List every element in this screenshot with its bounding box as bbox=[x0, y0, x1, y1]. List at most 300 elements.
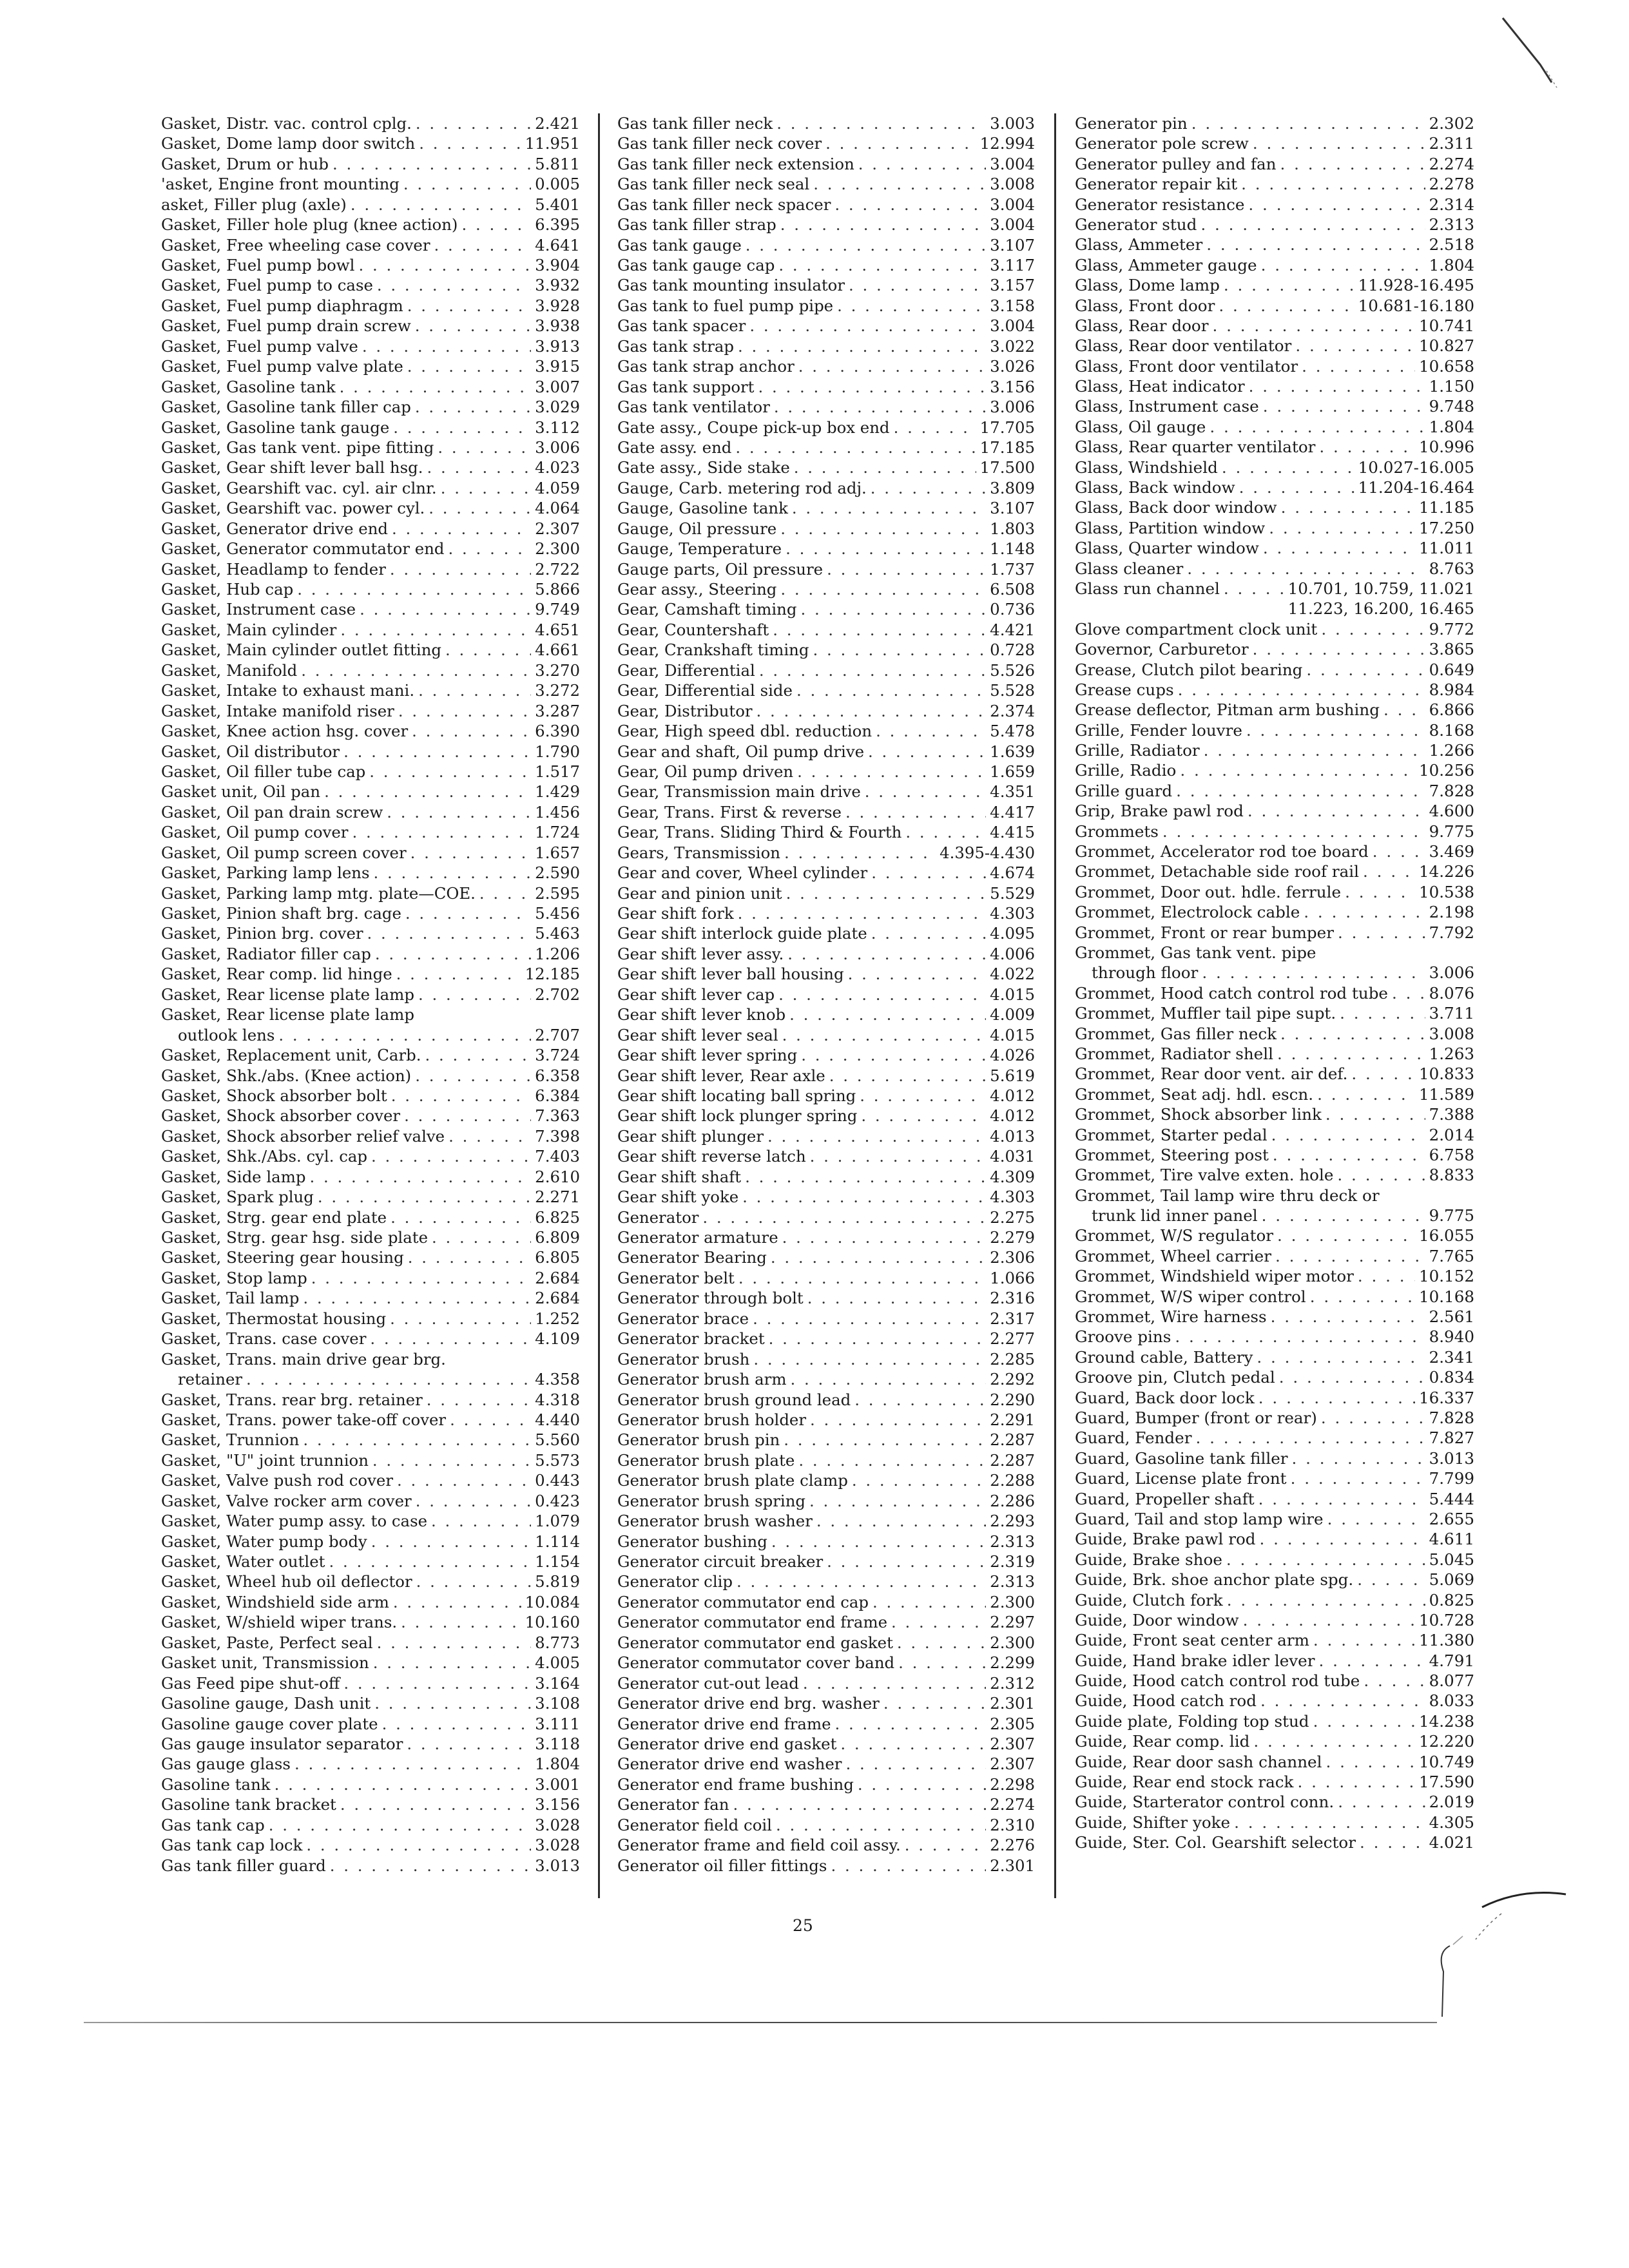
entry-part-number: 3.112 bbox=[535, 418, 580, 437]
dot-leader bbox=[1180, 761, 1415, 781]
entry-part-number: 10.027-16.005 bbox=[1358, 457, 1474, 477]
entry-name: Gear shift fork bbox=[617, 904, 734, 923]
entry-part-number: 2.298 bbox=[990, 1774, 1035, 1794]
entry-name: Glass, Dome lamp bbox=[1075, 276, 1220, 295]
entry-part-number: 2.279 bbox=[990, 1228, 1035, 1247]
index-entry bbox=[1075, 1044, 1474, 1064]
entry-part-number: 2.276 bbox=[990, 1836, 1035, 1855]
entry-name: Guide, Rear comp. lid bbox=[1075, 1732, 1250, 1751]
entry-part-number: 8.168 bbox=[1429, 720, 1474, 740]
index-entry bbox=[617, 1470, 1035, 1490]
entry-part-number: 7.827 bbox=[1429, 1428, 1474, 1448]
index-entry bbox=[1075, 538, 1474, 558]
dot-leader bbox=[837, 296, 986, 316]
index-entry bbox=[617, 1612, 1035, 1632]
entry-part-number: 12.994 bbox=[979, 134, 1035, 153]
entry-part-number: 5.528 bbox=[990, 681, 1035, 700]
dot-leader bbox=[774, 397, 986, 417]
entry-name: through floor bbox=[1092, 963, 1199, 983]
dot-leader bbox=[778, 985, 986, 1004]
entry-name: Glass, Instrument case bbox=[1075, 397, 1259, 416]
dot-leader bbox=[1345, 882, 1415, 902]
index-entry bbox=[161, 174, 580, 194]
entry-part-number: 5.560 bbox=[535, 1430, 580, 1450]
dot-leader bbox=[311, 1268, 531, 1288]
dot-leader bbox=[810, 1410, 986, 1430]
entry-name: Gasket, Gearshift vac. cyl. air clnr. bbox=[161, 478, 437, 497]
index-entry bbox=[161, 1612, 580, 1632]
entry-name: Gas tank filler neck bbox=[617, 113, 773, 133]
dot-leader bbox=[1162, 822, 1425, 841]
entry-name: Gasket, Fuel pump bowl bbox=[161, 256, 355, 275]
entry-name: Generator fan bbox=[617, 1795, 729, 1814]
index-entry bbox=[161, 316, 580, 336]
dot-leader bbox=[391, 1086, 531, 1106]
dot-leader bbox=[418, 985, 531, 1004]
entry-name: Generator brush ground lead bbox=[617, 1390, 851, 1409]
index-entry bbox=[161, 1673, 580, 1693]
entry-part-number: 17.705 bbox=[979, 418, 1035, 437]
dot-leader bbox=[1358, 1266, 1415, 1286]
entry-name: Glass, Front door ventilator bbox=[1075, 356, 1298, 376]
dot-leader bbox=[883, 1693, 986, 1713]
entry-part-number: 4.006 bbox=[990, 944, 1035, 963]
dot-leader bbox=[1258, 1388, 1415, 1408]
entry-name: Glass, Ammeter bbox=[1075, 235, 1203, 255]
dot-leader bbox=[769, 1329, 987, 1349]
entry-name: Grille, Radio bbox=[1075, 761, 1177, 780]
entry-part-number: 3.938 bbox=[535, 316, 580, 336]
entry-name: Gear, Differential bbox=[617, 660, 755, 680]
index-entry bbox=[161, 903, 580, 923]
dot-leader bbox=[771, 1248, 986, 1268]
dot-leader bbox=[352, 822, 531, 842]
entry-name: Gasket, Gasoline tank gauge bbox=[161, 418, 390, 437]
entry-part-number: 2.707 bbox=[535, 1025, 580, 1044]
index-entry bbox=[617, 944, 1035, 964]
entry-name: Generator through bolt bbox=[617, 1289, 804, 1308]
entry-part-number: 6.395 bbox=[535, 215, 580, 235]
entry-part-number: 0.825 bbox=[1429, 1590, 1474, 1610]
entry-name: Gasket, "U" joint trunnion bbox=[161, 1450, 369, 1470]
dot-leader bbox=[780, 519, 986, 539]
dot-leader bbox=[784, 1430, 986, 1450]
dot-leader bbox=[1212, 316, 1414, 336]
index-entry bbox=[617, 1511, 1035, 1531]
index-entry bbox=[161, 1470, 580, 1490]
entry-part-number: 2.316 bbox=[990, 1289, 1035, 1308]
dot-leader bbox=[1260, 1691, 1425, 1711]
dot-leader bbox=[860, 1086, 986, 1106]
entry-name: Gear, High speed dbl. reduction bbox=[617, 722, 872, 741]
dot-leader bbox=[1297, 1772, 1414, 1792]
entry-part-number: 1.456 bbox=[535, 802, 580, 822]
entry-part-number: 3.008 bbox=[1429, 1024, 1474, 1043]
dot-leader bbox=[1351, 1064, 1415, 1084]
dot-leader bbox=[786, 883, 987, 903]
entry-part-number: 2.300 bbox=[990, 1592, 1035, 1611]
dot-leader bbox=[1280, 1024, 1425, 1044]
index-entry bbox=[1075, 1367, 1474, 1387]
entry-part-number: 17.500 bbox=[979, 458, 1035, 477]
entry-name: Generator brush spring bbox=[617, 1491, 806, 1510]
index-entry bbox=[1075, 1772, 1474, 1792]
index-entry bbox=[1075, 113, 1474, 133]
entry-name: Gasket, Trans. rear brg. retainer bbox=[161, 1390, 423, 1409]
index-entry bbox=[617, 1532, 1035, 1552]
index-entry bbox=[617, 1248, 1035, 1268]
dot-leader bbox=[390, 1309, 531, 1329]
entry-name: Grommet, Tail lamp wire thru deck or bbox=[1075, 1186, 1380, 1205]
entry-name: Gasoline tank bbox=[161, 1774, 271, 1794]
entry-name: Gasket unit, Transmission bbox=[161, 1653, 369, 1673]
entry-part-number: 3.915 bbox=[535, 357, 580, 376]
dot-leader bbox=[371, 1532, 531, 1552]
index-entry bbox=[1075, 1448, 1474, 1468]
entry-part-number: 2.198 bbox=[1429, 903, 1474, 922]
column-divider-2 bbox=[1054, 113, 1056, 1898]
index-entry bbox=[1075, 963, 1474, 983]
entry-name: Guide, Clutch fork bbox=[1075, 1590, 1223, 1610]
entry-name: Generator frame and field coil assy. bbox=[617, 1836, 901, 1855]
index-entry bbox=[161, 1106, 580, 1126]
index-entry bbox=[1075, 497, 1474, 517]
index-entry bbox=[161, 1187, 580, 1207]
entry-part-number: 5.619 bbox=[990, 1066, 1035, 1085]
dot-leader bbox=[1234, 1812, 1425, 1832]
index-entry bbox=[617, 1491, 1035, 1511]
entry-name: Generator bbox=[617, 1207, 699, 1227]
entry-part-number: 10.152 bbox=[1418, 1267, 1474, 1286]
dot-leader bbox=[461, 215, 531, 235]
entry-part-number: 0.736 bbox=[990, 600, 1035, 619]
index-entry bbox=[161, 235, 580, 255]
entry-part-number: 1.790 bbox=[535, 742, 580, 761]
entry-part-number: 4.651 bbox=[535, 620, 580, 639]
dot-leader bbox=[1249, 376, 1425, 396]
index-entry bbox=[1075, 1327, 1474, 1347]
index-entry bbox=[617, 822, 1035, 842]
entry-name: Gear, Transmission main drive bbox=[617, 782, 861, 802]
entry-name: outlook lens bbox=[178, 1025, 275, 1044]
dot-leader bbox=[1239, 477, 1354, 497]
dot-leader bbox=[1260, 1529, 1425, 1549]
index-entry bbox=[617, 195, 1035, 215]
entry-part-number: 5.045 bbox=[1429, 1550, 1474, 1569]
index-entry bbox=[617, 174, 1035, 194]
entry-name: Gauge, Oil pressure bbox=[617, 519, 777, 538]
entry-part-number: 10.168 bbox=[1418, 1287, 1474, 1306]
entry-name: Gasket, Shock absorber relief valve bbox=[161, 1126, 445, 1146]
entry-part-number: 12.220 bbox=[1418, 1732, 1474, 1751]
index-entry bbox=[1075, 336, 1474, 356]
entry-part-number: 4.641 bbox=[535, 235, 580, 255]
index-entry bbox=[617, 721, 1035, 741]
entry-part-number: 4.303 bbox=[990, 1187, 1035, 1207]
index-entry bbox=[161, 336, 580, 356]
index-entry bbox=[161, 600, 580, 620]
entry-name: Gasket, Shock absorber cover bbox=[161, 1106, 401, 1126]
entry-part-number: 2.307 bbox=[535, 519, 580, 538]
index-entry bbox=[1075, 1610, 1474, 1630]
index-entry bbox=[617, 296, 1035, 316]
dot-leader bbox=[1373, 841, 1425, 861]
entry-name: Guide, Brake pawl rod bbox=[1075, 1530, 1256, 1549]
entry-name: Guide, Front seat center arm bbox=[1075, 1631, 1309, 1650]
entry-name: Grommet, Muffler tail pipe supt. bbox=[1075, 1004, 1336, 1023]
entry-part-number: 4.015 bbox=[990, 1025, 1035, 1044]
entry-part-number: 3.107 bbox=[990, 235, 1035, 255]
entry-name: Generator brush plate clamp bbox=[617, 1471, 848, 1490]
dot-leader bbox=[1204, 740, 1425, 760]
entry-name: Gasket, Stop lamp bbox=[161, 1268, 307, 1287]
dot-leader bbox=[1291, 1468, 1425, 1488]
entry-part-number: 2.590 bbox=[535, 863, 580, 883]
dot-leader bbox=[1222, 457, 1354, 477]
entry-part-number: 6.390 bbox=[535, 722, 580, 741]
dot-leader bbox=[429, 498, 531, 518]
entry-name: Guard, Tail and stop lamp wire bbox=[1075, 1509, 1324, 1528]
entry-name: Glass, Heat indicator bbox=[1075, 377, 1245, 396]
index-entry bbox=[617, 133, 1035, 153]
entry-part-number: 4.064 bbox=[535, 499, 580, 518]
index-entry bbox=[161, 1532, 580, 1552]
entry-part-number: 5.529 bbox=[990, 883, 1035, 903]
index-entry bbox=[161, 1714, 580, 1734]
dot-leader bbox=[1319, 437, 1415, 457]
entry-name: Generator clip bbox=[617, 1572, 733, 1591]
dot-leader bbox=[1364, 1671, 1425, 1691]
dot-leader bbox=[1302, 356, 1415, 376]
entry-name: Guide, Hood catch control rod tube bbox=[1075, 1671, 1360, 1691]
dot-leader bbox=[810, 1146, 987, 1166]
dot-leader bbox=[1318, 1651, 1425, 1671]
dot-leader bbox=[367, 924, 532, 944]
index-entry bbox=[617, 1066, 1035, 1086]
entry-part-number: 4.661 bbox=[535, 640, 580, 660]
entry-name: Guide, Rear door sash channel bbox=[1075, 1752, 1322, 1771]
entry-part-number: 0.423 bbox=[535, 1491, 580, 1510]
dot-leader bbox=[398, 701, 531, 721]
entry-name: Grommet, Door out. hdle. ferrule bbox=[1075, 882, 1342, 901]
entry-name: Gear shift plunger bbox=[617, 1126, 764, 1146]
index-entry bbox=[617, 863, 1035, 883]
index-entry bbox=[617, 215, 1035, 235]
entry-part-number: 12.185 bbox=[525, 965, 580, 984]
dot-leader bbox=[849, 276, 986, 296]
entry-name: Gasket, Rear comp. lid hinge bbox=[161, 965, 392, 984]
entry-name: Generator circuit breaker bbox=[617, 1552, 824, 1571]
entry-part-number: 6.358 bbox=[535, 1066, 580, 1085]
entry-part-number: 3.006 bbox=[535, 437, 580, 457]
dot-leader bbox=[735, 437, 976, 457]
index-entry bbox=[617, 336, 1035, 356]
dot-leader bbox=[1310, 1287, 1415, 1307]
entry-part-number: 11.951 bbox=[525, 134, 580, 153]
entry-part-number: 3.108 bbox=[535, 1694, 580, 1713]
index-entry bbox=[1075, 1084, 1474, 1104]
dot-leader bbox=[374, 863, 532, 883]
entry-part-number: 6.805 bbox=[535, 1248, 580, 1267]
entry-part-number: 2.301 bbox=[990, 1856, 1035, 1875]
entry-part-number: 2.314 bbox=[1429, 195, 1474, 214]
entry-name: Guard, Bumper (front or rear) bbox=[1075, 1408, 1317, 1427]
entry-name: Gasket, Fuel pump valve plate bbox=[161, 357, 403, 376]
index-entry bbox=[1075, 1550, 1474, 1570]
index-entry bbox=[1075, 316, 1474, 336]
entry-name: Gasket, Gearshift vac. power cyl. bbox=[161, 499, 425, 518]
index-entry bbox=[1075, 1752, 1474, 1772]
index-entry bbox=[161, 944, 580, 964]
dot-leader bbox=[333, 154, 531, 174]
entry-part-number: 2.702 bbox=[535, 985, 580, 1004]
entry-part-number: 2.310 bbox=[990, 1815, 1035, 1834]
entry-name: Generator pole screw bbox=[1075, 134, 1249, 153]
index-entry bbox=[617, 1126, 1035, 1146]
entry-part-number: 7.799 bbox=[1429, 1469, 1474, 1488]
dot-leader bbox=[784, 843, 936, 863]
entry-part-number: 5.463 bbox=[535, 924, 580, 943]
entry-part-number: 2.278 bbox=[1429, 175, 1474, 194]
index-entry bbox=[1075, 1125, 1474, 1145]
index-entry bbox=[617, 1815, 1035, 1835]
entry-name: Gasket, Trans. power take-off cover bbox=[161, 1410, 447, 1429]
entry-part-number: 4.791 bbox=[1429, 1651, 1474, 1670]
entry-name: Grommet, Detachable side roof rail bbox=[1075, 862, 1360, 881]
entry-part-number: 14.226 bbox=[1418, 862, 1474, 881]
entry-part-number: 2.301 bbox=[990, 1694, 1035, 1713]
entry-name: Grommet, Steering post bbox=[1075, 1145, 1269, 1164]
dot-leader bbox=[1279, 1367, 1425, 1387]
entry-part-number: 2.374 bbox=[990, 701, 1035, 720]
dot-leader bbox=[825, 133, 976, 153]
dot-leader bbox=[301, 660, 531, 680]
dot-leader bbox=[418, 680, 531, 700]
index-entry bbox=[161, 1004, 580, 1024]
entry-name: Gear and pinion unit bbox=[617, 883, 782, 903]
entry-name: Gas tank to fuel pump pipe bbox=[617, 296, 834, 315]
index-entry bbox=[161, 457, 580, 477]
dot-leader bbox=[445, 640, 531, 660]
dot-leader bbox=[1200, 215, 1425, 235]
dot-leader bbox=[749, 316, 986, 336]
entry-name: Gear, Trans. First & reverse bbox=[617, 802, 842, 822]
entry-part-number: 1.066 bbox=[990, 1268, 1035, 1287]
entry-part-number: 2.684 bbox=[535, 1268, 580, 1287]
index-entry bbox=[161, 620, 580, 640]
index-entry bbox=[161, 579, 580, 599]
entry-name: Gas gauge glass bbox=[161, 1754, 291, 1774]
index-entry bbox=[1075, 417, 1474, 437]
entry-part-number: 1.657 bbox=[535, 843, 580, 862]
index-entry bbox=[617, 782, 1035, 802]
entry-part-number: 3.007 bbox=[535, 377, 580, 396]
index-entry bbox=[1075, 215, 1474, 235]
entry-name: Gasket, Headlamp to fender bbox=[161, 559, 386, 579]
dot-leader bbox=[1224, 579, 1284, 599]
entry-name: Groove pins bbox=[1075, 1327, 1171, 1347]
index-entry bbox=[617, 843, 1035, 863]
index-entry bbox=[1075, 255, 1474, 275]
index-entry bbox=[617, 1187, 1035, 1207]
entry-name: Gas tank filler guard bbox=[161, 1856, 326, 1875]
dot-leader bbox=[309, 1167, 531, 1187]
entry-name: Gasoline gauge cover plate bbox=[161, 1714, 378, 1733]
index-entry bbox=[161, 154, 580, 174]
index-entry bbox=[1075, 1509, 1474, 1529]
entry-part-number: 2.293 bbox=[990, 1512, 1035, 1531]
dot-leader bbox=[343, 1673, 531, 1693]
entry-name: Grommets bbox=[1075, 822, 1159, 841]
entry-part-number: 6.384 bbox=[535, 1086, 580, 1105]
index-entry bbox=[1075, 1792, 1474, 1812]
dot-leader bbox=[448, 539, 532, 559]
dot-leader bbox=[1306, 660, 1425, 680]
dot-leader bbox=[796, 680, 986, 700]
entry-part-number: 9.749 bbox=[535, 600, 580, 619]
dot-leader bbox=[416, 113, 531, 133]
entry-name: Gas tank spacer bbox=[617, 316, 746, 336]
index-entry bbox=[1075, 660, 1474, 680]
dot-leader bbox=[758, 377, 986, 397]
dot-leader bbox=[1281, 497, 1415, 517]
entry-part-number: 7.828 bbox=[1429, 1408, 1474, 1427]
dot-leader bbox=[1340, 1003, 1425, 1023]
entry-name: Gear shift interlock guide plate bbox=[617, 924, 867, 943]
entry-name: Grommet, Electrolock cable bbox=[1075, 903, 1300, 922]
dot-leader bbox=[1175, 1327, 1425, 1347]
dot-leader bbox=[1280, 154, 1425, 174]
index-entry bbox=[161, 1511, 580, 1531]
entry-part-number: 9.772 bbox=[1429, 619, 1474, 639]
index-entry bbox=[1075, 1287, 1474, 1307]
entry-part-number: 3.004 bbox=[990, 316, 1035, 336]
dot-leader bbox=[1248, 195, 1425, 215]
index-entry bbox=[1075, 1186, 1474, 1206]
entry-name: Gear, Crankshaft timing bbox=[617, 640, 809, 660]
dot-leader bbox=[407, 1734, 531, 1754]
entry-name: Gasket, Pinion shaft brg. cage bbox=[161, 904, 401, 923]
dot-leader bbox=[1363, 861, 1415, 881]
dot-leader bbox=[410, 843, 532, 863]
index-entry bbox=[1075, 1671, 1474, 1691]
dot-leader bbox=[1243, 1610, 1415, 1630]
index-entry bbox=[617, 1835, 1035, 1855]
entry-part-number: 5.456 bbox=[535, 904, 580, 923]
corner-pen-mark-top bbox=[1495, 13, 1585, 90]
entry-name: Gasket, Radiator filler cap bbox=[161, 944, 371, 963]
entry-part-number: 2.019 bbox=[1429, 1792, 1474, 1812]
entry-name: Gear shift lever seal bbox=[617, 1025, 778, 1044]
entry-part-number: 3.107 bbox=[990, 499, 1035, 518]
entry-name: Gasket unit, Oil pan bbox=[161, 782, 321, 802]
entry-name: Grease, Clutch pilot bearing bbox=[1075, 660, 1303, 679]
entry-name: Gasket, Fuel pump drain screw bbox=[161, 316, 411, 336]
dot-leader bbox=[813, 640, 987, 660]
dot-leader bbox=[1248, 801, 1425, 821]
dot-leader bbox=[1360, 1832, 1425, 1852]
index-entry bbox=[1075, 174, 1474, 194]
dot-leader bbox=[1327, 1509, 1425, 1529]
entry-name: Gasket, Spark plug bbox=[161, 1187, 314, 1207]
entry-part-number: 5.401 bbox=[535, 195, 580, 214]
entry-part-number: 3.724 bbox=[535, 1046, 580, 1065]
dot-leader bbox=[813, 174, 986, 194]
entry-name: Gear shift locating ball spring bbox=[617, 1086, 856, 1105]
entry-name: Gasket, Free wheeling case cover bbox=[161, 235, 430, 255]
entry-name: Gas tank cap bbox=[161, 1815, 265, 1834]
entry-name: Gasket, Valve push rod cover bbox=[161, 1471, 393, 1490]
